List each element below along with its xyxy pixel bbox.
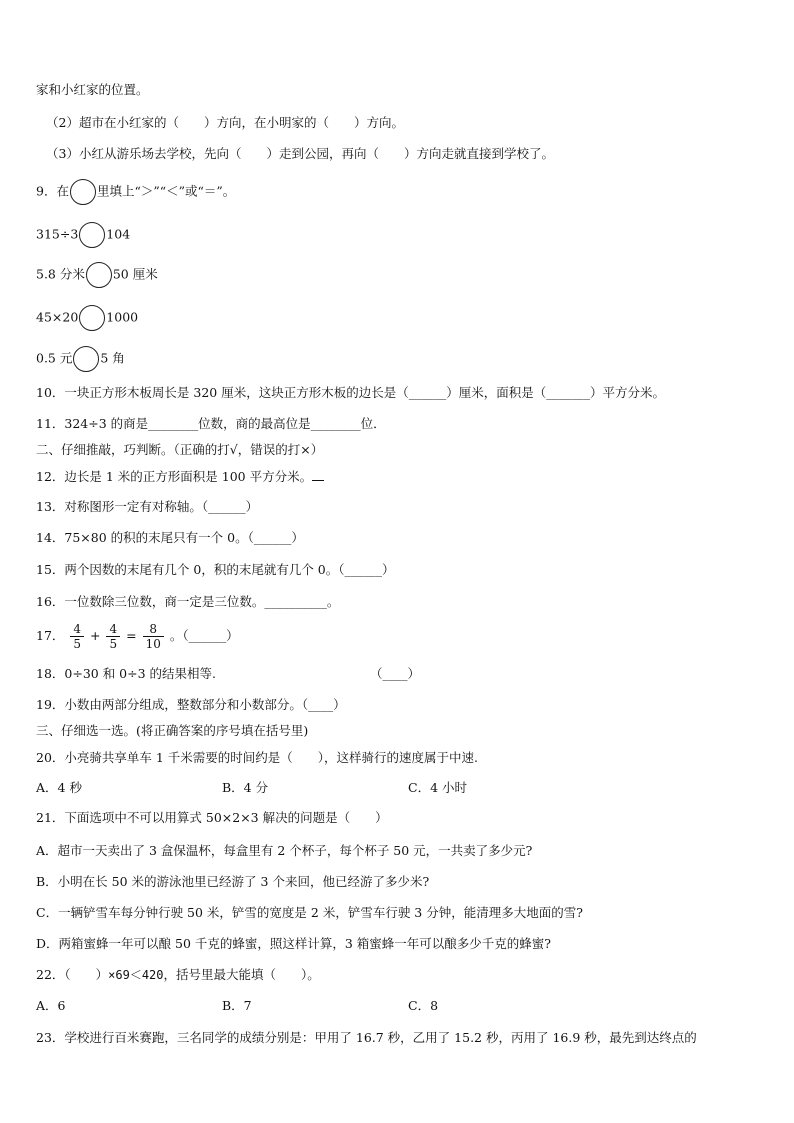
question-20-options xyxy=(36,778,758,798)
question-12 xyxy=(36,467,758,487)
option-a[interactable]: A．6 xyxy=(36,998,66,1013)
option-c[interactable]: C．一辆铲雪车每分钟行驶 50 米，铲雪的宽度是 2 米，铲雪车行驶 3 分钟，能清理多大地面的雪? xyxy=(36,905,583,920)
compare-circle-icon[interactable] xyxy=(79,305,105,331)
compare-item xyxy=(36,222,758,242)
option-a[interactable]: A．超市一天卖出了 3 盒保温杯，每盒里有 2 个杯子，每个杯子 50 元，一共卖了多少元? xyxy=(36,843,533,858)
question-17 xyxy=(36,618,758,654)
question-14: 14．75×80 的积的末尾只有一个 0。（______） xyxy=(36,530,304,545)
compare-circle-icon[interactable] xyxy=(86,262,112,288)
compare-right: 1000 xyxy=(106,309,139,325)
compare-circle-icon xyxy=(70,179,96,205)
option-d[interactable]: D．两箱蜜蜂一年可以酿 50 千克的蜂蜜，照这样计算，3 箱蜜蜂一年可以酿多少千克的蜂蜜? xyxy=(36,936,552,951)
question-22-expr: ×69＜420 xyxy=(108,968,164,982)
option-b[interactable]: B．7 xyxy=(222,998,252,1013)
question-9 xyxy=(36,179,758,199)
answer-blank[interactable]: （____） xyxy=(370,666,421,681)
question-9-prefix: 9．在 xyxy=(36,183,69,199)
text-line: 家和小红家的位置。 xyxy=(36,82,149,97)
question-13: 13．对称图形一定有对称轴。（______） xyxy=(36,499,259,514)
section-2-heading: 二、仔细推敲，巧判断。（正确的打√，错误的打×） xyxy=(36,442,324,457)
option-b[interactable]: B．4 分 xyxy=(222,780,269,795)
question-22 xyxy=(36,965,758,985)
question-18 xyxy=(36,664,758,684)
compare-item xyxy=(36,346,758,366)
compare-circle-icon[interactable] xyxy=(73,346,99,372)
question-17-label: 17． xyxy=(36,628,65,643)
fraction: $\frac{8}{10}$ xyxy=(143,622,164,651)
question-22-pre: 22．（ ） xyxy=(36,967,109,982)
question-9-suffix: 里填上“＞”“＜”或“＝”。 xyxy=(96,183,236,199)
section-3-heading: 三、仔细选一选。(将正确答案的序号填在括号里) xyxy=(36,723,309,738)
option-a[interactable]: A．4 秒 xyxy=(36,780,82,795)
question-10: 10．一块正方形木板周长是 320 厘米，这块正方形木板的边长是（______）厘米，面积是（_______）平方分米。 xyxy=(36,385,665,400)
question-17-tail: 。（______） xyxy=(169,628,239,643)
equals-sign: = xyxy=(126,628,137,643)
compare-item xyxy=(36,305,758,325)
compare-left: 315÷3 xyxy=(36,226,79,242)
question-16: 16．一位数除三位数，商一定是三位数。__________。 xyxy=(36,594,340,609)
option-c[interactable]: C．8 xyxy=(408,998,439,1013)
fraction: $\frac{4}{5}$ xyxy=(106,622,120,651)
question-21: 21．下面选项中不可以用算式 50×2×3 解决的问题是（ ） xyxy=(36,810,388,825)
question-12-text: 12．边长是 1 米的正方形面积是 100 平方分米。 xyxy=(36,469,313,484)
question-8-3: （3）小红从游乐场去学校，先向（ ）走到公园，再向（ ）方向走就直接到学校了。 xyxy=(46,146,554,161)
option-c[interactable]: C．4 小时 xyxy=(408,780,467,795)
compare-left: 45×20 xyxy=(36,309,79,325)
answer-blank[interactable] xyxy=(312,467,324,481)
compare-item xyxy=(36,262,758,282)
fraction: $\frac{4}{5}$ xyxy=(70,622,84,651)
compare-right: 50 厘米 xyxy=(112,266,158,282)
question-11: 11．324÷3 的商是________位数，商的最高位是________位． xyxy=(36,416,386,431)
compare-circle-icon[interactable] xyxy=(79,222,105,248)
plus-sign: + xyxy=(90,628,101,643)
question-23: 23．学校进行百米赛跑，三名同学的成绩分别是：甲用了 16.7 秒，乙用了 15.2 秒，丙用了 16.9 秒，最先到达终点的 xyxy=(36,1030,697,1045)
compare-left: 0.5 元 xyxy=(36,350,73,366)
question-19: 19．小数由两部分组成，整数部分和小数部分。（____） xyxy=(36,697,346,712)
compare-right: 104 xyxy=(106,226,131,242)
question-22-post: ，括号里最大能填（ ）。 xyxy=(163,967,320,982)
question-8-2: （2）超市在小红家的（ ）方向，在小明家的（ ）方向。 xyxy=(46,115,404,130)
question-15: 15．两个因数的末尾有几个 0，积的末尾就有几个 0。（______） xyxy=(36,562,395,577)
question-20: 20．小亮骑共享单车 1 千米需要的时间约是（ ），这样骑行的速度属于中速. xyxy=(36,750,479,765)
question-18-text: 18．0÷30 和 0÷3 的结果相等. xyxy=(36,666,217,681)
compare-right: 5 角 xyxy=(100,350,125,366)
compare-left: 5.8 分米 xyxy=(36,266,85,282)
question-22-options xyxy=(36,996,758,1016)
option-b[interactable]: B．小明在长 50 米的游泳池里已经游了 3 个来回，他已经游了多少米? xyxy=(36,874,430,889)
